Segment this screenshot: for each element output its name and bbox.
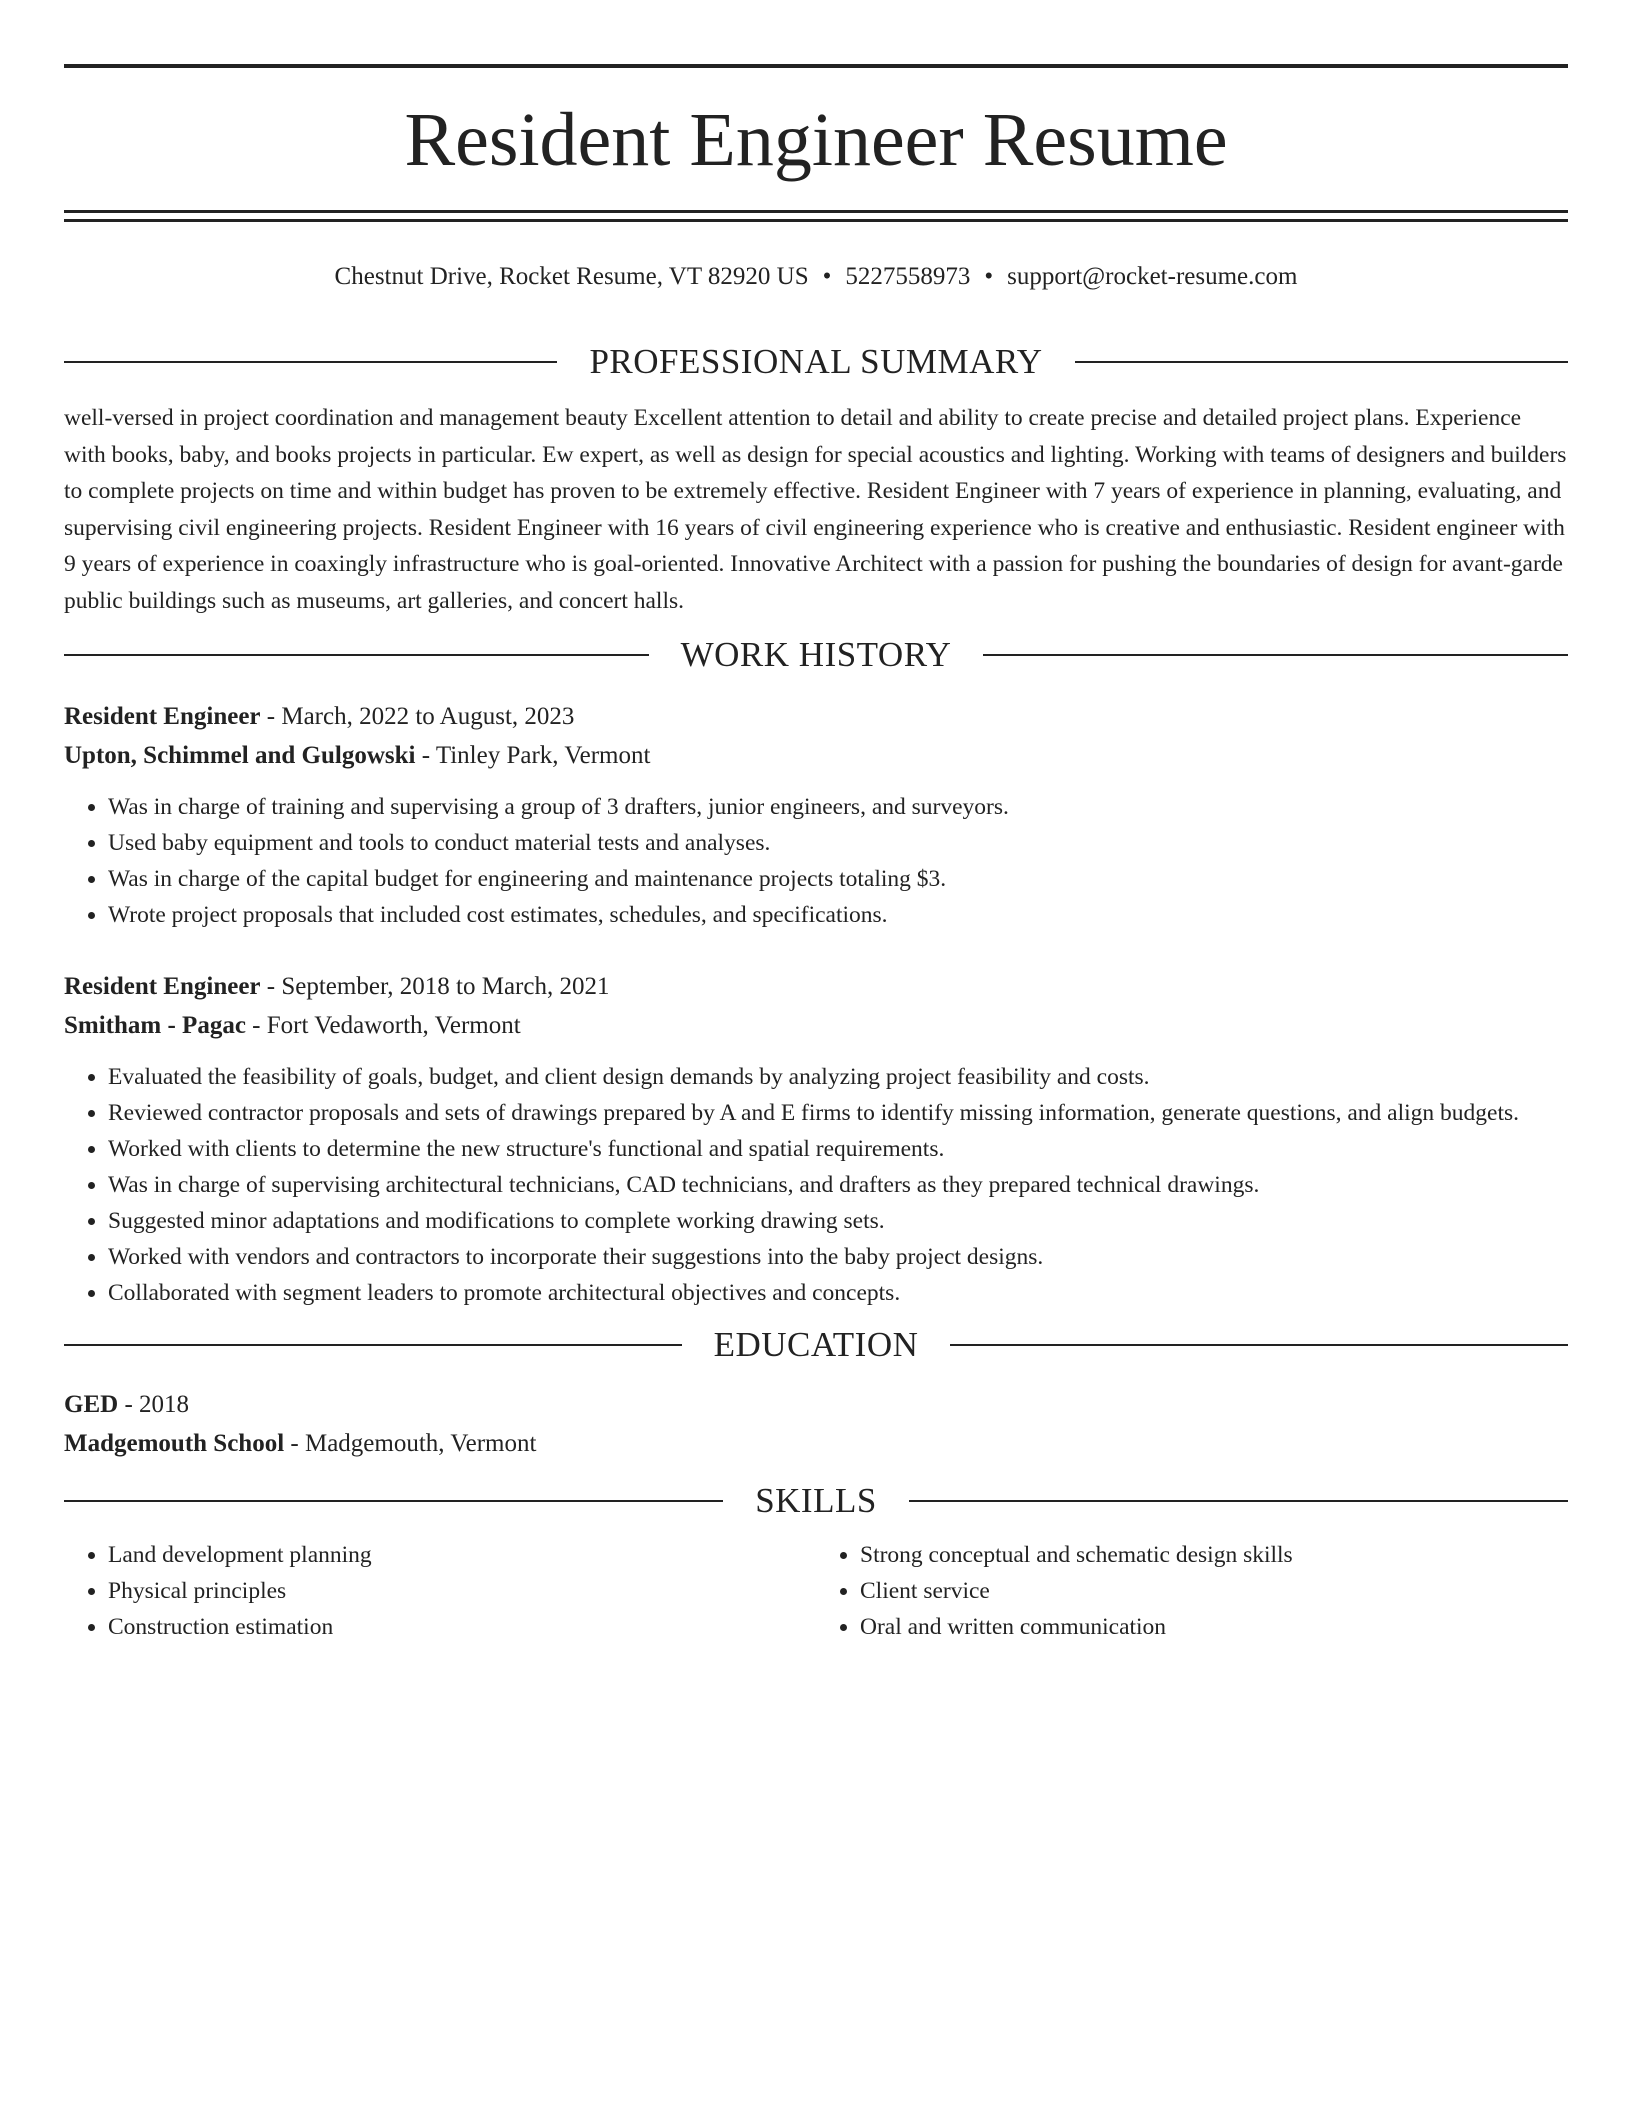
job-title-line [64, 967, 1568, 1006]
skill-item: • Construction estimation [108, 1609, 816, 1645]
section-header-work [64, 635, 1568, 675]
job-company: Upton, Schimmel and Gulgowski [64, 742, 416, 769]
list-item: • Collaborated with segment leaders to promote architectural objectives and concepts. [108, 1275, 1568, 1311]
education-entry [64, 1385, 1568, 1463]
section-header-education [64, 1325, 1568, 1365]
section-title: EDUCATION [713, 1325, 919, 1364]
section-header-skills [64, 1481, 1568, 1521]
contact-line [64, 262, 1568, 302]
section-rule [1075, 361, 1568, 363]
contact-separator: • [822, 263, 832, 290]
list-item: • Reviewed contractor proposals and sets of drawings prepared by A and E firms to identify missing information, generate questions, and align budgets. [108, 1095, 1568, 1131]
list-item: • Was in charge of training and supervising a group of 3 drafters, junior engineers, and surveyors. [108, 789, 1568, 825]
job-dates: - March, 2022 to August, 2023 [260, 703, 575, 730]
list-item: • Suggested minor adaptations and modifications to complete working drawing sets. [108, 1203, 1568, 1239]
resume-title: Resident Engineer Resume [404, 98, 1228, 182]
job-company-line [64, 1006, 1568, 1045]
skill-item: • Strong conceptual and schematic design skills [860, 1537, 1568, 1573]
skills-grid [64, 1537, 1568, 1645]
list-item: • Was in charge of the capital budget for engineering and maintenance projects totaling $3. [108, 861, 1568, 897]
skill-item: • Physical principles [108, 1573, 816, 1609]
contact-separator: • [984, 263, 994, 290]
skills-list-left [64, 1537, 816, 1645]
section-rule [950, 1344, 1568, 1346]
section-title: PROFESSIONAL SUMMARY [589, 342, 1043, 381]
job-entry [64, 967, 1568, 1311]
contact-email: support@rocket-resume.com [1007, 263, 1298, 290]
section-title: SKILLS [755, 1481, 877, 1520]
job-title-line [64, 697, 1568, 736]
section-title: WORK HISTORY [680, 635, 952, 674]
job-dates: - September, 2018 to March, 2021 [260, 973, 610, 1000]
section-header-summary [64, 342, 1568, 382]
skill-item: • Oral and written communication [860, 1609, 1568, 1645]
job-role: Resident Engineer [64, 973, 261, 1000]
job-bullets [64, 1059, 1568, 1311]
section-rule [983, 654, 1568, 656]
job-role: Resident Engineer [64, 703, 261, 730]
contact-phone: 5227558973 [845, 263, 971, 290]
skills-list-right [816, 1537, 1568, 1645]
job-company: Smitham - Pagac [64, 1012, 246, 1039]
section-rule [64, 1344, 682, 1346]
education-degree: GED [64, 1391, 119, 1418]
list-item: • Worked with clients to determine the new structure's functional and spatial requirements. [108, 1131, 1568, 1167]
list-item: • Evaluated the feasibility of goals, budget, and client design demands by analyzing project feasibility and costs. [108, 1059, 1568, 1095]
education-location: - Madgemouth, Vermont [284, 1430, 537, 1457]
list-item: • Wrote project proposals that included cost estimates, schedules, and specifications. [108, 897, 1568, 933]
list-item: • Was in charge of supervising architectural technicians, CAD technicians, and drafters as they prepared technical drawings. [108, 1167, 1568, 1203]
section-rule [64, 1500, 723, 1502]
job-location: - Tinley Park, Vermont [415, 742, 651, 769]
education-year: - 2018 [118, 1391, 190, 1418]
job-location: - Fort Vedaworth, Vermont [245, 1012, 521, 1039]
summary-text: well-versed in project coordination and management beauty Excellent attention to detail and ability to create precise and detailed project plans. Experience with books, baby, and books projects in particular. Ew expert, as well as design for special acoustics and lighting. Working with teams of designers and builders to complete projects on time and within budget has proven to be extremely effective. Resident Engineer with 7 years of experience in planning, evaluating, and supervising civil engineering projects. Resident Engineer with 16 years of civil engineering experience who is creative and enthusiastic. Resident engineer with 9 years of experience in coaxingly infrastructure who is goal-oriented. Innovative Architect with a passion for pushing the boundaries of design for avant-garde public buildings such as museums, art galleries, and concert halls. [64, 405, 1567, 614]
job-bullets [64, 789, 1568, 933]
section-rule [64, 361, 557, 363]
list-item: • Used baby equipment and tools to conduct material tests and analyses. [108, 825, 1568, 861]
skill-item: • Land development planning [108, 1537, 816, 1573]
job-company-line [64, 736, 1568, 775]
skill-item: • Client service [860, 1573, 1568, 1609]
double-rule [64, 210, 1568, 222]
section-rule [64, 654, 649, 656]
education-school: Madgemouth School [64, 1430, 285, 1457]
list-item: • Worked with vendors and contractors to incorporate their suggestions into the baby project designs. [108, 1239, 1568, 1275]
job-entry [64, 697, 1568, 933]
education-school-line [64, 1424, 1568, 1463]
section-rule [909, 1500, 1568, 1502]
education-degree-line [64, 1385, 1568, 1424]
contact-address: Chestnut Drive, Rocket Resume, VT 82920 US [334, 263, 809, 290]
resume-page [64, 0, 1568, 1645]
